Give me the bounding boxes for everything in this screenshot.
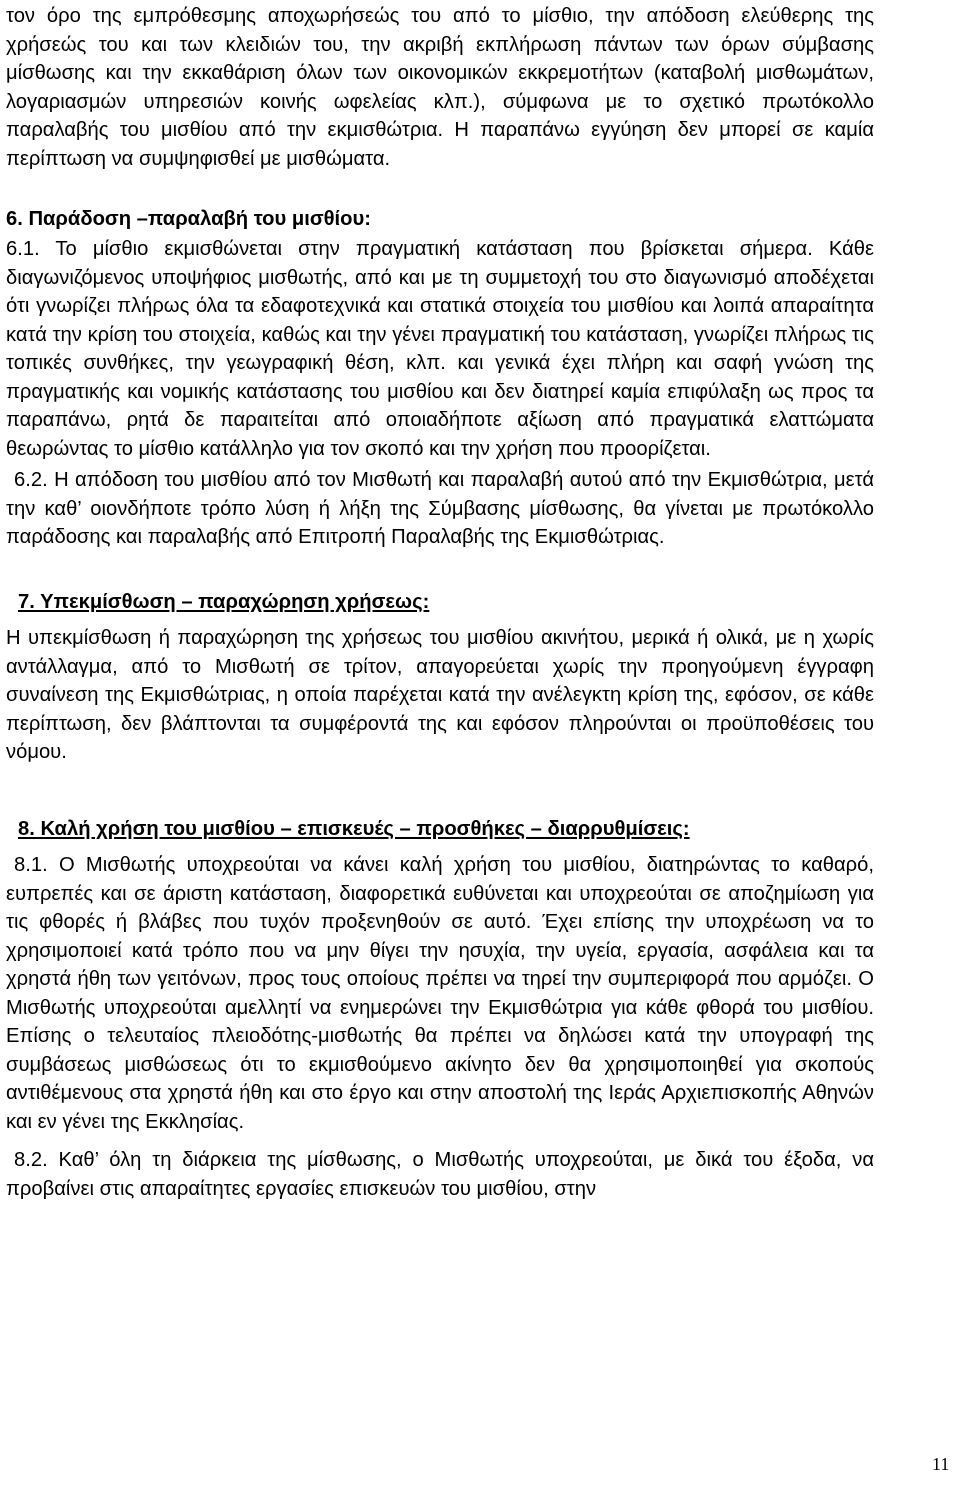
section-8-1-text: Ο Μισθωτής υποχρεούται να κάνει καλή χρήση του μισθίου, διατηρώντας το καθαρό, ευπρεπές και σε άριστη κατάσταση, διαφορετικά ευθύνεται και υποχρεούται σε αποζημίωση για τις φθορές ή βλάβες που τυχόν προξενηθούν σε αυτό. Έχει επίσης την υποχρέωση να το χρησιμοποιεί κατά τρόπο που να μην θίγει την ησυχία, την υγεία, εργασία, ασφάλεια και τα χρηστά ήθη των γειτόνων, προς τους οποίους πρέπει να τηρεί την συμπεριφορά που αρμόζει. Ο Μισθωτής υποχρεούται αμελλητί να ενημερώνει την Εκμισθώτρια για κάθε φθορά του μισθίου. Επίσης ο τελευταίος πλειοδότης-μισθωτής θα πρέπει να δηλώσει κατά την υπογραφή της συμβάσεως μισθώσεως ότι το εκμισθούμενο ακίνητο δεν θα χρησιμοποιηθεί για σκοπούς αντιθέμενους στα χρηστά ήθη και στο έργο και στην αποστολή της Ιεράς Αρχιεπισκοπής Αθηνών και εν γένει της Εκκλησίας.: [6, 854, 874, 1133]
section-8-1-number: 8.1.: [14, 854, 48, 876]
section-8-1-paragraph: [6, 851, 874, 1136]
section-6-2-text: Η απόδοση του μισθίου από τον Μισθωτή και παραλαβή αυτού από την Εκμισθώτρια, μετά την καθ’ οιονδήποτε τρόπο λύση ή λήξη της Σύμβασης μίσθωσης, θα γίνεται με πρωτόκολλο παράδοσης και παραλαβής από Επιτροπή Παραλαβής της Εκμισθώτριας.: [6, 469, 875, 548]
section-6-heading-text: 6. Παράδοση –παραλαβή του μισθίου:: [6, 207, 371, 230]
document-body: [6, 2, 874, 1203]
section-8-2-paragraph: [6, 1146, 874, 1203]
section-8-2-text: Καθ’ όλη τη διάρκεια της μίσθωσης, ο Μισθωτής υποχρεούται, με δικά του έξοδα, να προβαίνει στις απαραίτητες εργασίες επισκευών του μισθίου, στην: [6, 1149, 875, 1200]
intro-paragraph: τον όρο της εμπρόθεσμης αποχωρήσεώς του από το μίσθιο, την απόδοση ελεύθερης της χρήσεώς του και των κλειδιών του, την ακριβή εκπλήρωση πάντων των όρων σύμβασης μίσθωσης και την εκκαθάριση όλων των οικονομικών εκκρεμοτήτων (καταβολή μισθωμάτων, λογαριασμών υπηρεσιών κοινής ωφελείας κλπ.), σύμφωνα με το σχετικό πρωτόκολλο παραλαβής του μισθίου από την εκμισθώτρια. Η παραπάνω εγγύηση δεν μπορεί σε καμία περίπτωση να συμψηφισθεί με μισθώματα.: [6, 5, 874, 170]
section-6-heading: [6, 205, 874, 234]
section-8-2-number: 8.2.: [14, 1149, 48, 1171]
section-6-1-paragraph: [6, 235, 874, 463]
section-8-heading-text: 8. Καλή χρήση του μισθίου – επισκευές – προσθήκες – διαρρυθμίσεις:: [18, 817, 690, 840]
section-6-1-text: Το μίσθιο εκμισθώνεται στην πραγματική κατάσταση που βρίσκεται σήμερα. Κάθε διαγωνιζόμενος υποψήφιος μισθωτής, από και με τη συμμετοχή του στο διαγωνισμό αποδέχεται ότι γνωρίζει πλήρως όλα τα εδαφοτεχνικά και στατικά στοιχεία του μισθίου και λοιπά απαραίτητα κατά την κρίση του στοιχεία, καθώς και την γένει πραγματική του κατάσταση, γνωρίζει πλήρως τις τοπικές συνθήκες, την γεωγραφική θέση, κλπ. και γενικά έχει πλήρη και σαφή γνώση της πραγματικής και νομικής κατάστασης του μισθίου και δεν διατηρεί καμία επιφύλαξη ως προς τα παραπάνω, ρητά δε παραιτείται από οποιαδήποτε αξίωση από πραγματικά ελαττώματα θεωρώντας το μίσθιο κατάλληλο για τον σκοπό και την χρήση που προορίζεται.: [6, 238, 874, 460]
section-6-1-number: 6.1.: [6, 238, 40, 260]
spacer: [6, 767, 874, 815]
spacer: [6, 552, 874, 588]
section-7-heading: [6, 588, 874, 617]
section-8-heading: [6, 815, 874, 844]
spacer: [6, 173, 874, 202]
section-6-2-number: 6.2.: [14, 469, 48, 491]
section-7-heading-text: 7. Υπεκμίσθωση – παραχώρηση χρήσεως:: [18, 590, 430, 613]
section-6-2-paragraph: [6, 466, 874, 552]
section-7-paragraph: Η υπεκμίσθωση ή παραχώρηση της χρήσεως του μισθίου ακινήτου, μερικά ή ολικά, με η χωρίς αντάλλαγμα, από το Μισθωτή σε τρίτον, απαγορεύεται χωρίς την προηγούμενη έγγραφη συναίνεση της Εκμισθώτριας, η οποία παρέχεται κατά την ανέλεγκτη κρίση της, εφόσον, σε κάθε περίπτωση, δεν βλάπτονται τα συμφέροντά της και εφόσον πληρούνται οι προϋποθέσεις του νόμου.: [6, 627, 874, 763]
page-number: 11: [932, 1454, 950, 1474]
